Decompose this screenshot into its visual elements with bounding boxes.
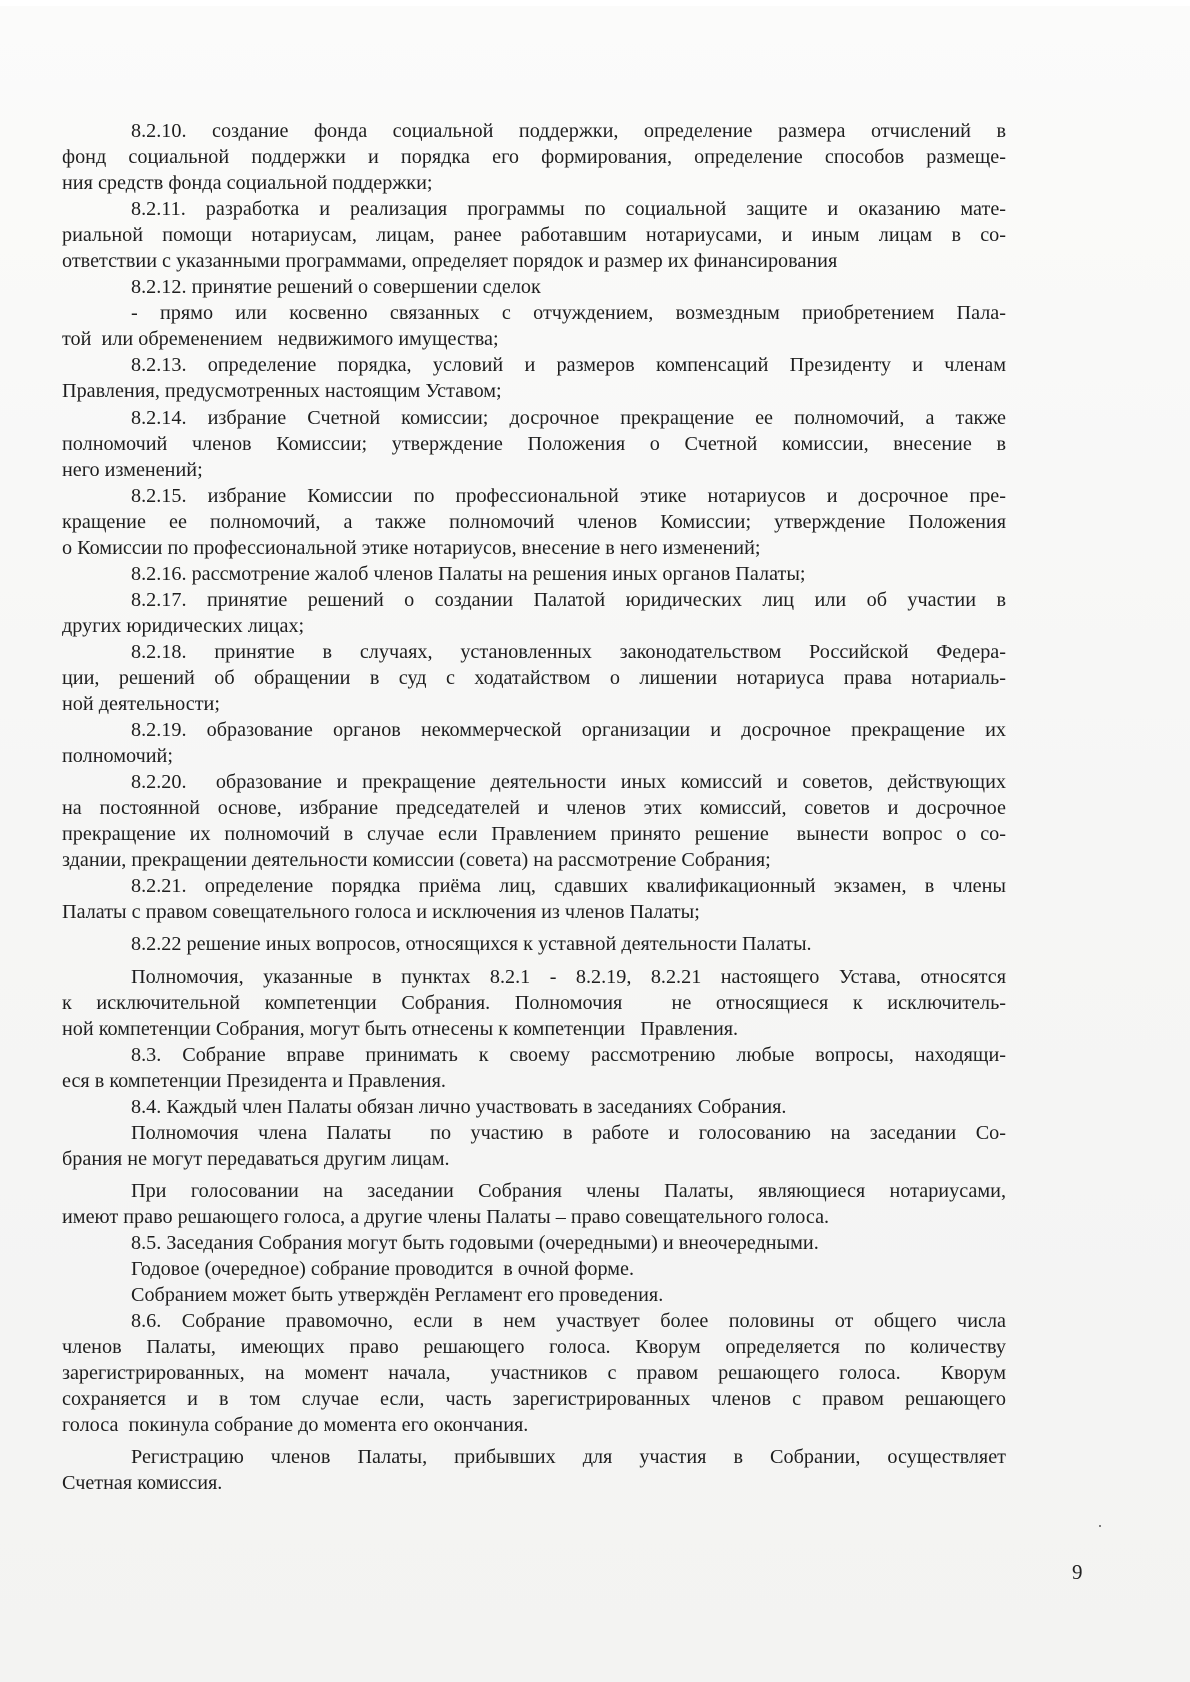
text-line: 8.2.12. принятие решений о совершении сделок	[131, 276, 541, 299]
page-number: 9	[1072, 1560, 1083, 1584]
text-line: Регистрацию членов Палаты, прибывших для участия в Собрании, осуществляет	[131, 1446, 1006, 1469]
text-line: Счетная комиссия.	[62, 1472, 223, 1495]
document-body	[62, 118, 1006, 1496]
text-line: голоса покинула собрание до момента его окончания.	[62, 1414, 529, 1437]
text-line: кращение ее полномочий, а также полномочий членов Комиссии; утверждение Положения	[62, 510, 1006, 533]
text-line: Полномочия, указанные в пунктах 8.2.1 - 8.2.19, 8.2.21 настоящего Устава, относятся	[131, 965, 1006, 988]
text-line: полномочий;	[62, 745, 173, 768]
text-line: прекращение их полномочий в случае если Правлением принято решение вынести вопрос о со-	[62, 823, 1006, 846]
text-line: 8.2.18. принятие в случаях, установленных законодательством Российской Федера-	[131, 640, 1006, 663]
text-line: брания не могут передаваться другим лицам.	[62, 1147, 450, 1170]
text-line: 8.2.15. избрание Комиссии по профессиональной этике нотариусов и досрочное пре-	[131, 484, 1006, 507]
text-line: ции, решений об обращении в суд с ходатайством о лишении нотариуса права нотариаль-	[62, 666, 1006, 689]
text-line: ния средств фонда социальной поддержки;	[62, 172, 433, 195]
text-line: ной деятельности;	[62, 693, 220, 716]
text-line: Правления, предусмотренных настоящим Уставом;	[62, 380, 502, 403]
text-line: Годовое (очередное) собрание проводится в очной форме.	[131, 1258, 635, 1281]
text-line: 8.2.16. рассмотрение жалоб членов Палаты на решения иных органов Палаты;	[131, 562, 806, 585]
text-line: 8.5. Заседания Собрания могут быть годовыми (очередными) и внеочередными.	[131, 1231, 819, 1254]
text-line: Полномочия члена Палаты по участию в работе и голосованию на заседании Со-	[131, 1121, 1006, 1144]
text-line: 8.2.19. образование органов некоммерческой организации и досрочное прекращение их	[131, 719, 1006, 742]
text-line: зарегистрированных, на момент начала, участников с правом решающего голоса. Кворум	[62, 1362, 1006, 1385]
text-line: 8.2.20. образование и прекращение деятельности иных комиссий и советов, действующих	[131, 771, 1006, 794]
scan-speck	[1099, 1525, 1101, 1527]
text-line: 8.2.17. принятие решений о создании Палатой юридических лиц или об участии в	[131, 588, 1006, 611]
text-line: него изменений;	[62, 458, 203, 481]
text-line: к исключительной компетенции Собрания. Полномочия не относящиеся к исключитель-	[62, 991, 1006, 1014]
text-line: 8.2.10. создание фонда социальной поддержки, определение размера отчислений в	[131, 120, 1006, 142]
text-line: 8.2.22 решение иных вопросов, относящихся к уставной деятельности Палаты.	[131, 933, 812, 956]
text-line: 8.2.13. определение порядка, условий и размеров компенсаций Президенту и членам	[131, 354, 1006, 377]
text-line: 8.2.21. определение порядка приёма лиц, сдавших квалификационный экзамен, в члены	[131, 875, 1006, 898]
text-line: Палаты с правом совещательного голоса и исключения из членов Палаты;	[62, 901, 700, 924]
text-line: 8.3. Собрание вправе принимать к своему рассмотрению любые вопросы, находящи-	[131, 1043, 1006, 1066]
text-line: той или обременением недвижимого имущества;	[62, 328, 499, 351]
text-line: других юридических лицах;	[62, 614, 305, 637]
text-line: Собранием может быть утверждён Регламент его проведения.	[131, 1284, 664, 1307]
scan-edge	[0, 0, 1190, 6]
text-line: о Комиссии по профессиональной этике нотариусов, внесение в него изменений;	[62, 536, 761, 559]
text-line: здании, прекращении деятельности комиссии (совета) на рассмотрение Собрания;	[62, 849, 771, 872]
text-line: ной компетенции Собрания, могут быть отнесены к компетенции Правления.	[62, 1017, 739, 1040]
text-line: полномочий членов Комиссии; утверждение Положения о Счетной комиссии, внесение в	[62, 432, 1006, 455]
text-line: членов Палаты, имеющих право решающего голоса. Кворум определяется по количеству	[62, 1336, 1006, 1359]
text-line: сохраняется и в том случае если, часть зарегистрированных членов с правом решающего	[62, 1388, 1006, 1411]
text-line: имеют право решающего голоса, а другие члены Палаты – право совещательного голоса.	[62, 1205, 830, 1228]
text-line: - прямо или косвенно связанных с отчуждением, возмездным приобретением Пала-	[131, 302, 1006, 325]
text-line: фонд социальной поддержки и порядка его формирования, определение способов размеще-	[62, 146, 1006, 169]
text-line: 8.2.11. разработка и реализация программы по социальной защите и оказанию мате-	[131, 198, 1006, 221]
text-line: риальной помощи нотариусам, лицам, ранее работавшим нотариусами, и иным лицам в со-	[62, 224, 1006, 247]
text-line: на постоянной основе, избрание председателей и членов этих комиссий, советов и досрочное	[62, 797, 1006, 820]
text-line: еся в компетенции Президента и Правления.	[62, 1069, 446, 1092]
text-line: 8.2.14. избрание Счетной комиссии; досрочное прекращение ее полномочий, а также	[131, 406, 1006, 429]
text-line: При голосовании на заседании Собрания члены Палаты, являющиеся нотариусами,	[131, 1179, 1006, 1202]
text-line: 8.6. Собрание правомочно, если в нем участвует более половины от общего числа	[131, 1310, 1006, 1333]
text-line: 8.4. Каждый член Палаты обязан лично участвовать в заседаниях Собрания.	[131, 1095, 787, 1118]
text-line: ответствии с указанными программами, определяет порядок и размер их финансирования	[62, 250, 838, 273]
